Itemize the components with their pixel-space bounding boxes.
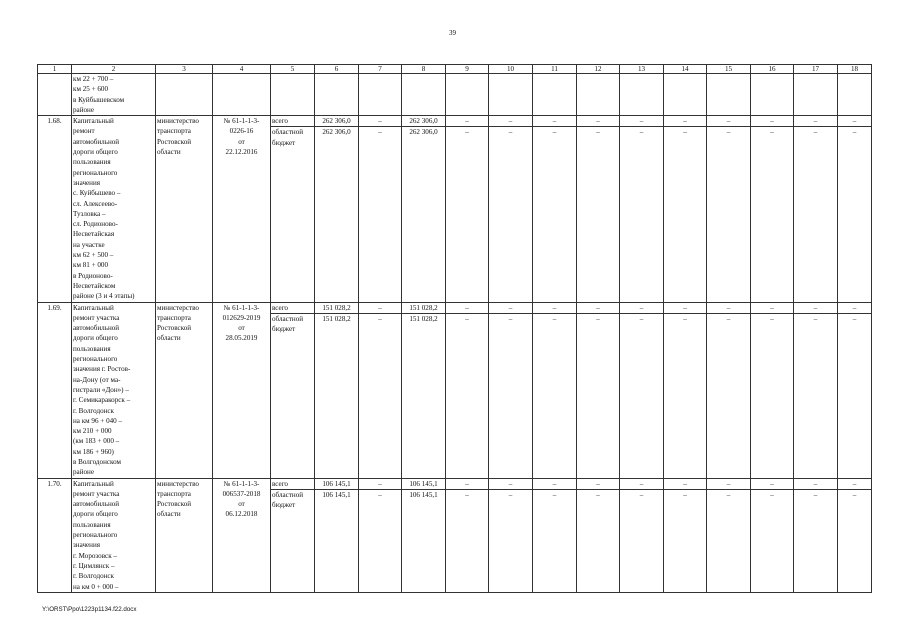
- empty-cell: [213, 74, 271, 116]
- year-value-dash: –: [664, 127, 707, 302]
- year-value-dash: –: [838, 116, 872, 127]
- empty-cell: [271, 74, 315, 116]
- funding-source: областной бюджет: [271, 489, 315, 592]
- column-number-row: [38, 65, 872, 74]
- total-value: 151 028,2: [315, 302, 359, 313]
- prev-value: –: [359, 313, 402, 478]
- year-value-dash: –: [620, 489, 664, 592]
- empty-cell: [446, 74, 489, 116]
- year-value-dash: –: [751, 302, 794, 313]
- year-value-dash: –: [620, 478, 664, 489]
- year-value-dash: –: [751, 313, 794, 478]
- prev-value: –: [359, 116, 402, 127]
- customer-org: министерство транспорта Ростовской области: [156, 302, 213, 478]
- year-value-dash: –: [533, 489, 577, 592]
- empty-cell: [707, 74, 751, 116]
- year-value-dash: –: [577, 489, 620, 592]
- page-number: 39: [449, 29, 456, 37]
- year-value-dash: –: [664, 116, 707, 127]
- empty-cell: [359, 74, 402, 116]
- name-cell: км 22 + 700 – км 25 + 600 в Куйбышевском районе: [72, 74, 156, 116]
- funding-source: областной бюджет: [271, 127, 315, 302]
- column-number-cell: 12: [577, 65, 620, 74]
- year-value-dash: –: [664, 489, 707, 592]
- total-value: 262 306,0: [315, 127, 359, 302]
- year-value-dash: –: [620, 127, 664, 302]
- year-value-dash: –: [664, 313, 707, 478]
- year-value-dash: –: [577, 313, 620, 478]
- empty-cell: [751, 74, 794, 116]
- year-value-dash: –: [794, 489, 838, 592]
- year-value-dash: –: [751, 116, 794, 127]
- year-value-dash: –: [751, 478, 794, 489]
- row-number: 1.70.: [38, 478, 72, 592]
- empty-cell: [315, 74, 359, 116]
- row-number: 1.68.: [38, 116, 72, 302]
- total-value: 106 145,1: [315, 489, 359, 592]
- year-value-dash: –: [620, 116, 664, 127]
- year-value-dash: –: [489, 478, 533, 489]
- table-row: [38, 478, 872, 489]
- expertise-doc: № 61-1-1-3- 0226-16 от 22.12.2016: [213, 116, 271, 302]
- year-value-dash: –: [664, 478, 707, 489]
- year-value-dash: –: [707, 313, 751, 478]
- funding-source: областной бюджет: [271, 313, 315, 478]
- year-value-dash: –: [707, 127, 751, 302]
- year-value-dash: –: [533, 302, 577, 313]
- funding-source: всего: [271, 478, 315, 489]
- empty-cell: [533, 74, 577, 116]
- table-row: [38, 116, 872, 127]
- year-value-dash: –: [489, 302, 533, 313]
- year-value-dash: –: [707, 302, 751, 313]
- year-value-dash: –: [446, 478, 489, 489]
- year-value: 262 306,0: [402, 116, 446, 127]
- column-number-cell: 18: [838, 65, 872, 74]
- column-number-cell: 5: [271, 65, 315, 74]
- object-name: Капитальный ремонт автомобильной дороги общего пользования регионального значения с. Куйбышево – сл. Алексеево- Тузловка – сл. Родионово- Несветайская на участке км 62 + 500 – км 81 + 000 в Родионово- Несветайском районе (3 и 4 этапы): [72, 116, 156, 302]
- column-number-cell: 2: [72, 65, 156, 74]
- num-cell: [38, 74, 72, 116]
- year-value-dash: –: [489, 489, 533, 592]
- footer-file-path: Y:\ORST\Ppo\1223p1134.f22.docx: [42, 606, 137, 613]
- table-row: [38, 302, 872, 313]
- empty-cell: [577, 74, 620, 116]
- column-number-cell: 9: [446, 65, 489, 74]
- year-value-dash: –: [838, 489, 872, 592]
- column-number-cell: 13: [620, 65, 664, 74]
- year-value-dash: –: [489, 313, 533, 478]
- row-number: 1.69.: [38, 302, 72, 478]
- object-name: Капитальный ремонт участка автомобильной дороги общего пользования регионального значения г. Морозовск – г. Цимлянск – г. Волгодонск на км 0 + 000 –: [72, 478, 156, 592]
- year-value-dash: –: [533, 116, 577, 127]
- prev-value: –: [359, 302, 402, 313]
- year-value-dash: –: [577, 302, 620, 313]
- year-value-dash: –: [446, 116, 489, 127]
- year-value-dash: –: [533, 127, 577, 302]
- column-number-cell: 14: [664, 65, 707, 74]
- program-table: [37, 64, 872, 593]
- column-number-cell: 15: [707, 65, 751, 74]
- year-value-dash: –: [838, 313, 872, 478]
- year-value-dash: –: [489, 127, 533, 302]
- year-value: 106 145,1: [402, 478, 446, 489]
- total-value: 106 145,1: [315, 478, 359, 489]
- column-number-cell: 8: [402, 65, 446, 74]
- customer-org: министерство транспорта Ростовской области: [156, 478, 213, 592]
- year-value-dash: –: [707, 489, 751, 592]
- column-number-cell: 17: [794, 65, 838, 74]
- year-value-dash: –: [533, 478, 577, 489]
- expertise-doc: № 61-1-1-3- 006537-2018 от 06.12.2018: [213, 478, 271, 592]
- total-value: 151 028,2: [315, 313, 359, 478]
- year-value-dash: –: [664, 302, 707, 313]
- column-number-cell: 6: [315, 65, 359, 74]
- year-value-dash: –: [489, 116, 533, 127]
- year-value-dash: –: [446, 489, 489, 592]
- funding-source: всего: [271, 116, 315, 127]
- column-number-cell: 4: [213, 65, 271, 74]
- year-value-dash: –: [577, 478, 620, 489]
- empty-cell: [620, 74, 664, 116]
- table-body: [38, 65, 872, 593]
- total-value: 262 306,0: [315, 116, 359, 127]
- year-value-dash: –: [620, 313, 664, 478]
- column-number-cell: 1: [38, 65, 72, 74]
- year-value-dash: –: [446, 313, 489, 478]
- empty-cell: [794, 74, 838, 116]
- year-value-dash: –: [838, 302, 872, 313]
- year-value-dash: –: [707, 478, 751, 489]
- year-value-dash: –: [838, 478, 872, 489]
- year-value-dash: –: [794, 116, 838, 127]
- expertise-doc: № 61-1-1-3- 012629-2019 от 28.05.2019: [213, 302, 271, 478]
- empty-cell: [838, 74, 872, 116]
- empty-cell: [402, 74, 446, 116]
- column-number-cell: 7: [359, 65, 402, 74]
- year-value: 151 028,2: [402, 313, 446, 478]
- year-value-dash: –: [751, 489, 794, 592]
- year-value-dash: –: [533, 313, 577, 478]
- year-value: 151 028,2: [402, 302, 446, 313]
- prev-value: –: [359, 127, 402, 302]
- continuation-row: [38, 74, 872, 116]
- year-value-dash: –: [794, 302, 838, 313]
- column-number-cell: 16: [751, 65, 794, 74]
- empty-cell: [489, 74, 533, 116]
- year-value-dash: –: [577, 116, 620, 127]
- year-value-dash: –: [707, 116, 751, 127]
- prev-value: –: [359, 489, 402, 592]
- customer-org: министерство транспорта Ростовской области: [156, 116, 213, 302]
- year-value-dash: –: [751, 127, 794, 302]
- empty-cell: [664, 74, 707, 116]
- column-number-cell: 11: [533, 65, 577, 74]
- column-number-cell: 3: [156, 65, 213, 74]
- empty-cell: [156, 74, 213, 116]
- year-value: 262 306,0: [402, 127, 446, 302]
- year-value-dash: –: [577, 127, 620, 302]
- year-value-dash: –: [446, 127, 489, 302]
- funding-source: всего: [271, 302, 315, 313]
- column-number-cell: 10: [489, 65, 533, 74]
- year-value-dash: –: [794, 313, 838, 478]
- year-value-dash: –: [620, 302, 664, 313]
- year-value-dash: –: [794, 127, 838, 302]
- year-value-dash: –: [838, 127, 872, 302]
- year-value-dash: –: [446, 302, 489, 313]
- year-value-dash: –: [794, 478, 838, 489]
- prev-value: –: [359, 478, 402, 489]
- year-value: 106 145,1: [402, 489, 446, 592]
- object-name: Капитальный ремонт участка автомобильной дороги общего пользования регионального значения г. Ростов- на-Дону (от ма- гистрали «Дон») – г. Семикаракорск – г. Волгодонск на км 96 + 040 – км 210 + 000 (км 183 + 000 – км 186 + 960) в Волгодонском районе: [72, 302, 156, 478]
